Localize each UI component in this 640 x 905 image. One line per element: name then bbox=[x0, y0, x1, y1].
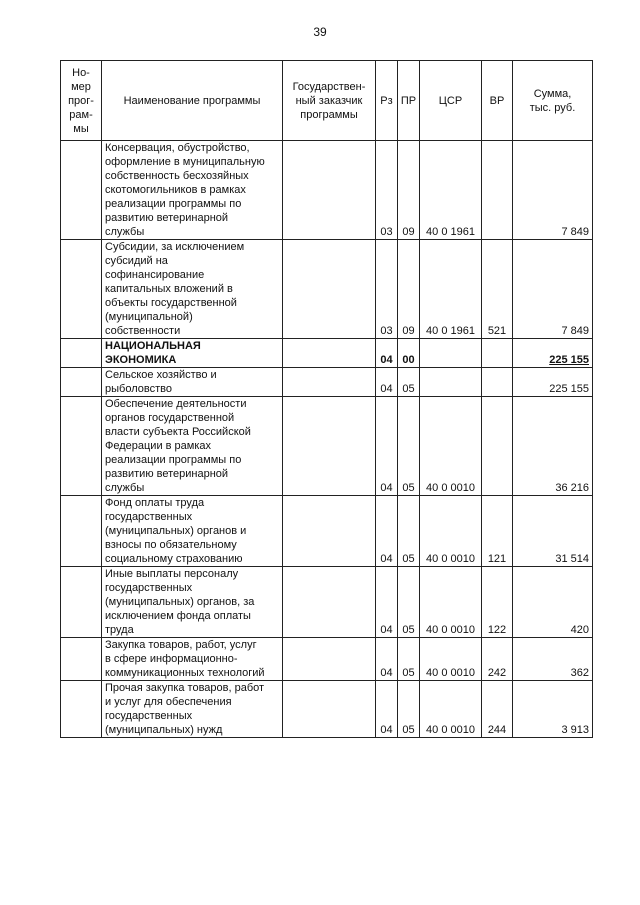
cell-program-name bbox=[102, 567, 283, 638]
table-row bbox=[61, 397, 593, 496]
cell-customer bbox=[283, 141, 376, 240]
cell-vr bbox=[482, 397, 513, 496]
cell-pr: 05 bbox=[398, 638, 420, 681]
header-program-number-line: мер bbox=[71, 80, 91, 93]
cell-sum: 420 bbox=[513, 567, 593, 638]
cell-program-name-line: социальному страхованию bbox=[105, 553, 243, 565]
cell-program-name-line: капитальных вложений в bbox=[105, 283, 233, 295]
cell-program-name-line: Субсидии, за исключением bbox=[105, 241, 245, 253]
table-row bbox=[61, 368, 593, 397]
cell-pr: 00 bbox=[398, 339, 420, 368]
cell-program-name-line: власти субъекта Российской bbox=[105, 426, 251, 438]
header-csr: ЦСР bbox=[420, 61, 482, 141]
cell-program-name-line: в сфере информационно- bbox=[105, 653, 238, 665]
cell-vr: 242 bbox=[482, 638, 513, 681]
cell-rz: 04 bbox=[376, 496, 398, 567]
table-row bbox=[61, 638, 593, 681]
cell-vr bbox=[482, 368, 513, 397]
cell-csr: 40 0 1961 bbox=[420, 240, 482, 339]
budget-table bbox=[60, 60, 593, 738]
cell-program-name-line: органов государственной bbox=[105, 412, 235, 424]
cell-program-name-line: субсидий на bbox=[105, 255, 168, 267]
table-body bbox=[61, 141, 593, 738]
header-customer bbox=[283, 61, 376, 141]
cell-program-number bbox=[61, 567, 102, 638]
cell-customer bbox=[283, 397, 376, 496]
cell-pr: 05 bbox=[398, 368, 420, 397]
cell-program-name-line: исключением фонда оплаты bbox=[105, 610, 251, 622]
cell-vr bbox=[482, 141, 513, 240]
cell-rz: 04 bbox=[376, 339, 398, 368]
cell-program-name-line: Федерации в рамках bbox=[105, 440, 212, 452]
cell-program-name-line: развитию ветеринарной bbox=[105, 468, 229, 480]
cell-program-number bbox=[61, 240, 102, 339]
header-sum bbox=[513, 61, 593, 141]
cell-vr: 521 bbox=[482, 240, 513, 339]
table-row bbox=[61, 681, 593, 738]
cell-vr: 122 bbox=[482, 567, 513, 638]
header-program-number-line: прог- bbox=[68, 94, 94, 107]
cell-program-number bbox=[61, 141, 102, 240]
cell-rz: 04 bbox=[376, 681, 398, 738]
cell-program-name bbox=[102, 368, 283, 397]
cell-program-name-line: Иные выплаты персоналу bbox=[105, 568, 239, 580]
cell-csr: 40 0 0010 bbox=[420, 397, 482, 496]
header-program-number-line: Но- bbox=[72, 66, 90, 79]
header-customer-line: программы bbox=[300, 108, 358, 121]
cell-program-name-line: службы bbox=[105, 226, 145, 238]
cell-rz: 03 bbox=[376, 240, 398, 339]
cell-program-name-line: Консервация, обустройство, bbox=[105, 142, 250, 154]
cell-sum: 225 155 bbox=[513, 368, 593, 397]
cell-sum: 36 216 bbox=[513, 397, 593, 496]
cell-program-number bbox=[61, 681, 102, 738]
cell-sum: 7 849 bbox=[513, 240, 593, 339]
cell-program-name-line: оформление в муниципальную bbox=[105, 156, 265, 168]
cell-pr: 09 bbox=[398, 141, 420, 240]
cell-program-name bbox=[102, 681, 283, 738]
cell-program-name-line: ЭКОНОМИКА bbox=[105, 354, 177, 366]
table-row bbox=[61, 339, 593, 368]
cell-csr bbox=[420, 339, 482, 368]
cell-csr bbox=[420, 368, 482, 397]
cell-csr: 40 0 0010 bbox=[420, 496, 482, 567]
cell-customer bbox=[283, 339, 376, 368]
cell-program-name-line: (муниципальных) органов и bbox=[105, 525, 247, 537]
cell-vr bbox=[482, 339, 513, 368]
cell-pr: 05 bbox=[398, 681, 420, 738]
header-program-number-line: мы bbox=[73, 122, 89, 135]
cell-sum: 31 514 bbox=[513, 496, 593, 567]
cell-program-number bbox=[61, 496, 102, 567]
cell-sum: 7 849 bbox=[513, 141, 593, 240]
header-pr: ПР bbox=[398, 61, 420, 141]
cell-sum: 362 bbox=[513, 638, 593, 681]
header-row bbox=[61, 61, 593, 141]
cell-program-name-line: Фонд оплаты труда bbox=[105, 497, 205, 509]
cell-program-name-line: рыболовство bbox=[105, 383, 172, 395]
cell-csr: 40 0 1961 bbox=[420, 141, 482, 240]
table-row bbox=[61, 141, 593, 240]
cell-program-name-line: собственность бесхозяйных bbox=[105, 170, 249, 182]
cell-customer bbox=[283, 681, 376, 738]
cell-program-name-line: собственности bbox=[105, 325, 181, 337]
header-program-name: Наименование программы bbox=[102, 61, 283, 141]
cell-program-name-line: и услуг для обеспечения bbox=[105, 696, 232, 708]
cell-rz: 04 bbox=[376, 368, 398, 397]
page-number: 39 bbox=[313, 25, 327, 39]
cell-program-name bbox=[102, 496, 283, 567]
cell-program-number bbox=[61, 397, 102, 496]
cell-program-name-line: (муниципальных) органов, за bbox=[105, 596, 255, 608]
cell-program-name-line: (муниципальной) bbox=[105, 311, 193, 323]
cell-rz: 04 bbox=[376, 397, 398, 496]
cell-customer bbox=[283, 240, 376, 339]
cell-program-name-line: скотомогильников в рамках bbox=[105, 184, 246, 196]
cell-program-name-line: Сельское хозяйство и bbox=[105, 369, 217, 381]
cell-program-name-line: (муниципальных) нужд bbox=[105, 724, 223, 736]
cell-sum: 3 913 bbox=[513, 681, 593, 738]
cell-program-name-line: коммуникационных технологий bbox=[105, 667, 265, 679]
cell-program-number bbox=[61, 368, 102, 397]
cell-program-number bbox=[61, 339, 102, 368]
cell-program-name bbox=[102, 141, 283, 240]
cell-program-name-line: реализации программы по bbox=[105, 198, 242, 210]
cell-program-name-line: Прочая закупка товаров, работ bbox=[105, 682, 265, 694]
table-row bbox=[61, 496, 593, 567]
table-row bbox=[61, 240, 593, 339]
cell-sum: 225 155 bbox=[513, 339, 593, 368]
cell-customer bbox=[283, 368, 376, 397]
header-program-number-line: рам- bbox=[69, 108, 93, 121]
cell-customer bbox=[283, 567, 376, 638]
cell-program-name-line: софинансирование bbox=[105, 269, 205, 281]
cell-program-number bbox=[61, 638, 102, 681]
header-sum-line: Сумма, bbox=[533, 87, 572, 100]
cell-program-name-line: государственных bbox=[105, 582, 193, 594]
cell-pr: 05 bbox=[398, 496, 420, 567]
cell-customer bbox=[283, 496, 376, 567]
cell-vr: 121 bbox=[482, 496, 513, 567]
cell-program-name-line: НАЦИОНАЛЬНАЯ bbox=[105, 340, 201, 352]
cell-csr: 40 0 0010 bbox=[420, 681, 482, 738]
header-program-number bbox=[61, 61, 102, 141]
cell-program-name-line: труда bbox=[105, 624, 134, 636]
cell-rz: 04 bbox=[376, 638, 398, 681]
cell-program-name-line: Обеспечение деятельности bbox=[105, 398, 247, 410]
cell-program-name bbox=[102, 240, 283, 339]
cell-pr: 09 bbox=[398, 240, 420, 339]
header-customer-line: Государствен- bbox=[292, 80, 366, 93]
cell-csr: 40 0 0010 bbox=[420, 638, 482, 681]
cell-program-name-line: Закупка товаров, работ, услуг bbox=[105, 639, 257, 651]
cell-program-name-line: государственных bbox=[105, 511, 193, 523]
header-rz: Рз bbox=[376, 61, 398, 141]
cell-customer bbox=[283, 638, 376, 681]
cell-pr: 05 bbox=[398, 397, 420, 496]
cell-vr: 244 bbox=[482, 681, 513, 738]
cell-program-name-line: взносы по обязательному bbox=[105, 539, 237, 551]
cell-program-name-line: развитию ветеринарной bbox=[105, 212, 229, 224]
header-customer-line: ный заказчик bbox=[295, 94, 363, 107]
cell-pr: 05 bbox=[398, 567, 420, 638]
cell-program-name-line: объекты государственной bbox=[105, 297, 237, 309]
cell-rz: 03 bbox=[376, 141, 398, 240]
cell-program-name-line: реализации программы по bbox=[105, 454, 242, 466]
cell-program-name bbox=[102, 339, 283, 368]
cell-program-name bbox=[102, 397, 283, 496]
header-vr: ВР bbox=[482, 61, 513, 141]
cell-program-name-line: службы bbox=[105, 482, 145, 494]
header-sum-line: тыс. руб. bbox=[529, 101, 576, 114]
cell-rz: 04 bbox=[376, 567, 398, 638]
table-row bbox=[61, 567, 593, 638]
cell-program-name bbox=[102, 638, 283, 681]
cell-program-name-line: государственных bbox=[105, 710, 193, 722]
cell-csr: 40 0 0010 bbox=[420, 567, 482, 638]
